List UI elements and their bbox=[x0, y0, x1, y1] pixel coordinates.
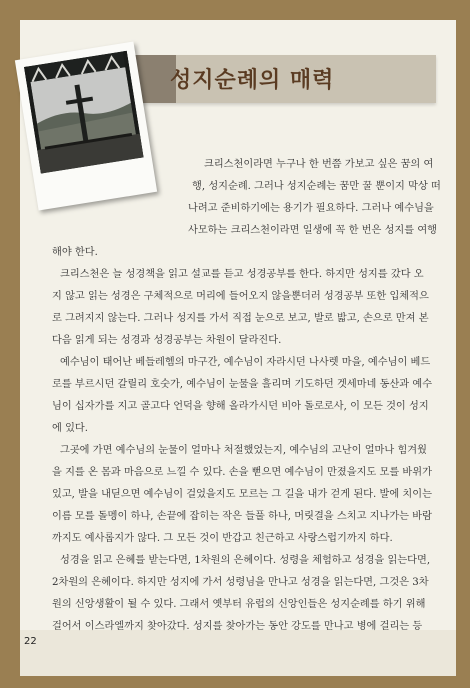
page-title: 성지순례의 매력 bbox=[170, 67, 335, 93]
text-line: 예수님이 태어난 베들레헴의 마구간, 예수님이 자라시던 나사렛 마을, 예수님이 베드 bbox=[60, 357, 431, 368]
text-line: 있고, 발을 내딛으면 예수님이 걸었을지도 모르는 그 길을 내가 걷게 된다. 발에 치이는 bbox=[52, 489, 432, 500]
text-line: 사모하는 크리스천이라면 일생에 꼭 한 번은 성지를 여행 bbox=[188, 225, 438, 236]
text-line: 로 그려지지 않는다. 그러나 성지를 가서 직접 눈으로 보고, 발로 밟고, 손으로 만져 본 bbox=[52, 313, 429, 324]
church-window-photo bbox=[24, 51, 144, 174]
text-line: 원의 신앙생활이 될 수 있다. 그래서 옛부터 유럽의 신앙인들은 성지순례를 하기 위해 bbox=[52, 599, 426, 610]
text-line: 크리스천은 늘 성경책을 읽고 설교를 듣고 성경공부를 한다. 하지만 성지를 갔다 오 bbox=[60, 269, 424, 280]
text-line: 에 있다. bbox=[52, 423, 88, 434]
page-number: 22 bbox=[24, 636, 37, 647]
text-line: 나려고 준비하기에는 용기가 필요하다. 그러나 예수님을 bbox=[188, 203, 434, 214]
text-line: 다음 읽게 되는 성경과 성경공부는 차원이 달라진다. bbox=[52, 335, 282, 346]
photo-polaroid bbox=[15, 42, 157, 211]
text-line: 로를 부르시던 갈릴리 호숫가, 예수님이 눈물을 흘리며 기도하던 겟세마네 동산과 예수 bbox=[52, 379, 433, 390]
text-line: 까지도 예사롭지가 않다. 그 모든 것이 반갑고 친근하고 사랑스럽기까지 하다. bbox=[52, 533, 393, 544]
text-line: 님이 십자가를 지고 골고다 언덕을 향해 올라가시던 비아 돌로로사, 이 모든 것이 성지 bbox=[52, 401, 429, 412]
text-line: 그곳에 가면 예수님의 눈물이 얼마나 처절했었는지, 예수님의 고난이 얼마나 힘겨웠 bbox=[60, 445, 427, 456]
text-line: 성경을 읽고 은혜를 받는다면, 1차원의 은혜이다. 성령을 체험하고 성경을 읽는다면, bbox=[60, 555, 431, 566]
text-line: 이름 모를 돌멩이 하나, 손끝에 잡히는 작은 들풀 하나, 머릿결을 스치고 지나가는 바람 bbox=[52, 511, 432, 522]
text-line: 을 지를 온 몸과 마음으로 느낄 수 있다. 손을 뻗으면 예수님이 만졌을지도 모를 바위가 bbox=[52, 467, 432, 478]
text-line: 크리스천이라면 누구나 한 번쯤 가보고 싶은 꿈의 여 bbox=[204, 159, 434, 170]
text-line: 해야 한다. bbox=[52, 247, 98, 258]
text-line: 2차원의 은혜이다. 하지만 성지에 가서 성령님을 만나고 성경을 읽는다면, 그것은 3차 bbox=[52, 577, 429, 588]
text-line: 행, 성지순례. 그러나 성지순례는 꿈만 꿀 뿐이지 막상 떠 bbox=[192, 181, 441, 192]
text-line: 지 않고 읽는 성경은 구체적으로 머리에 들어오지 않을뿐더러 성경공부 또한 입체적으 bbox=[52, 291, 429, 302]
text-line: 걸어서 이스라엘까지 찾아갔다. 성지를 찾아가는 동안 강도를 만나고 병에 걸리는 등 bbox=[52, 621, 423, 632]
